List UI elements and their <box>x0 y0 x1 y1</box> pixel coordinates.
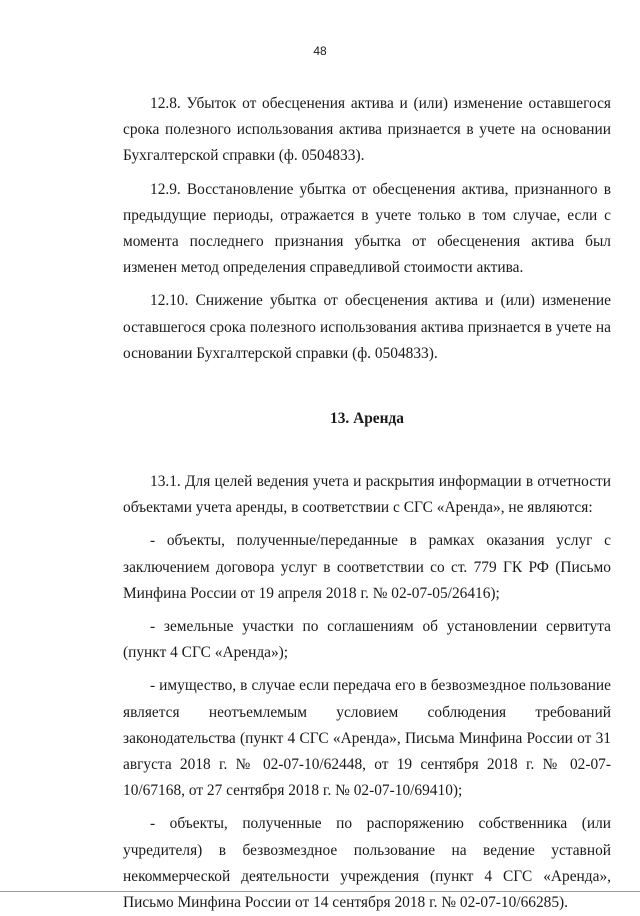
page-bottom-divider <box>0 891 640 892</box>
section-heading: 13. Аренда <box>330 410 404 428</box>
list-item-free-use-property: - имущество, в случае если передача его в безвозмездное пользование является неотъемлемым условием соблюдения требований законодательства (пункт 4 СГС «Аренда», Письма Минфина России от 31 августа 2018 г. № 02-07-10/62448, от 19 сентября 2018 г. № 02-07-10/67168, от 27 сентября 2018 г. № 02-07-10/69410); <box>123 677 611 800</box>
list-item-services: - объекты, полученные/переданные в рамках оказания услуг с заключением договора услуг в соответствии со ст. 779 ГК РФ (Письмо Минфина России от 19 апреля 2018 г. № 02-07-05/26416); <box>123 532 611 602</box>
paragraph-12-9: 12.9. Восстановление убытка от обесценения актива, признанного в предыдущие периоды, отражается в учете только в том случае, если с момента последнего признания убытка от обесценения актива был изменен метод определения справедливой стоимости актива. <box>123 180 611 277</box>
paragraph-12-10: 12.10. Снижение убытка от обесценения актива и (или) изменение оставшегося срока полезного использования актива признается в учете на основании Бухгалтерской справки (ф. 0504833). <box>123 292 611 362</box>
list-item-owner-order: - объекты, полученные по распоряжению собственника (или учредителя) в безвозмездное пользование на ведение уставной некоммерческой деятельности учреждения (пункт 4 СГС «Аренда», Письмо Минфина России от 14 сентября 2018 г. № 02-07-10/66285). <box>123 815 611 912</box>
page-number: 48 <box>313 44 327 58</box>
paragraph-12-8: 12.8. Убыток от обесценения актива и (или) изменение оставшегося срока полезного использования актива признается в учете на основании Бухгалтерской справки (ф. 0504833). <box>123 95 611 165</box>
list-item-easement: - земельные участки по соглашениям об установлении сервитута (пункт 4 СГС «Аренда»); <box>123 618 611 662</box>
paragraph-13-1: 13.1. Для целей ведения учета и раскрытия информации в отчетности объектами учета аренды, в соответствии с СГС «Аренда», не являются: <box>123 473 611 517</box>
document-body <box>123 91 611 916</box>
